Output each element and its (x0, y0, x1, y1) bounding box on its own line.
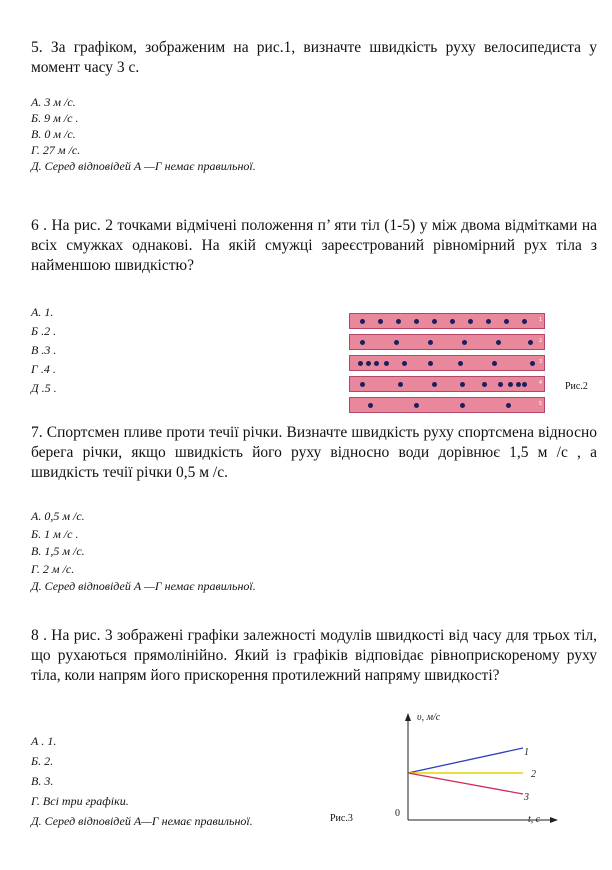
option-e[interactable]: Д. Серед відповідей А —Г немає правильної. (31, 579, 256, 593)
dot (468, 319, 473, 324)
dot (460, 382, 465, 387)
question-8-text: 8 . На рис. 3 зображені графіки залежності модулів швидкості від часу для трьох тіл, що рухаються прямолінійно. Який із графіків відповідає рівноприскореному руху тіла, коли напрям його прискорення протилежний напряму швидкості? (31, 627, 597, 684)
dot (402, 361, 407, 366)
option-d[interactable]: Г. 2 м /с. (31, 561, 75, 576)
option-e[interactable]: Д. Серед відповідей А—Г немає правильної. (31, 814, 253, 828)
option-a[interactable]: А . 1. (31, 734, 57, 748)
dot (516, 382, 521, 387)
dot (460, 403, 465, 408)
figure-3-graph (385, 708, 560, 836)
dot (522, 382, 527, 387)
dot (384, 361, 389, 366)
option-d[interactable]: Г .4 . (31, 362, 56, 376)
question-5-text: 5. За графіком, зображеним на рис.1, визначте швидкість руху велосипедиста у момент часу 3 с. (31, 39, 597, 76)
figure-3-caption: Рис.3 (330, 813, 353, 824)
option-d[interactable]: Г. Всі три графіки. (31, 794, 129, 808)
option-b[interactable]: Б. 2. (31, 754, 54, 768)
dot (498, 382, 503, 387)
strip-number: 2 (538, 338, 542, 344)
line-1-label: 1 (524, 747, 529, 758)
figure-2-caption: Рис.2 (565, 381, 588, 392)
dot (428, 361, 433, 366)
y-axis-arrow-icon (405, 713, 411, 721)
question-5-options (31, 94, 256, 174)
x-axis-label: t, с (528, 814, 541, 825)
question-7-options (31, 508, 256, 596)
option-c[interactable]: В. 3. (31, 774, 54, 788)
dot (360, 382, 365, 387)
line-3-label: 3 (524, 792, 529, 803)
option-e[interactable]: Д .5 . (31, 381, 57, 395)
dot (528, 340, 533, 345)
strip-1 (349, 313, 545, 329)
dot (508, 382, 513, 387)
dot (398, 382, 403, 387)
option-c[interactable]: В. 0 м /с. (31, 127, 76, 141)
strip-number: 3 (538, 359, 542, 365)
dot (462, 340, 467, 345)
dot (432, 382, 437, 387)
strip-2 (349, 334, 545, 350)
question-6-text: 6 . На рис. 2 точками відмічені положення п’ яти тіл (1-5) у між двома відмітками на всіх смужках однакові. На якій смужці зареєстрований рівномірний рух тіла з найменшою швидкістю? (31, 217, 597, 274)
dot (374, 361, 379, 366)
option-c[interactable]: В .3 . (31, 343, 57, 357)
strip-3 (349, 355, 545, 371)
dot (360, 319, 365, 324)
dot (482, 382, 487, 387)
dot (378, 319, 383, 324)
strip-5 (349, 397, 545, 413)
dot (522, 319, 527, 324)
strip-4 (349, 376, 545, 392)
option-e[interactable]: Д. Серед відповідей А —Г немає правильної. (31, 159, 256, 173)
graph-line-3 (408, 773, 523, 794)
y-axis-label: υ, м/с (417, 712, 441, 723)
dot (368, 403, 373, 408)
dot (492, 361, 497, 366)
option-d[interactable]: Г. 27 м /с. (31, 143, 81, 157)
dot (366, 361, 371, 366)
dot (414, 403, 419, 408)
question-8-options (31, 731, 253, 831)
dot (496, 340, 501, 345)
option-b[interactable]: Б. 1 м /с . (31, 526, 79, 541)
strip-number: 5 (538, 401, 542, 407)
origin-label: 0 (395, 808, 400, 819)
graph-line-1 (408, 748, 523, 773)
dot (432, 319, 437, 324)
dot (414, 319, 419, 324)
dot (504, 319, 509, 324)
dot (428, 340, 433, 345)
option-b[interactable]: Б. 9 м /с . (31, 111, 79, 125)
dot (360, 340, 365, 345)
strip-number: 1 (538, 317, 542, 323)
dot (396, 319, 401, 324)
option-a[interactable]: А. 0,5 м /с. (31, 509, 85, 523)
line-2-label: 2 (531, 769, 536, 780)
option-a[interactable]: А. 3 м /с. (31, 95, 76, 109)
dot (530, 361, 535, 366)
option-b[interactable]: Б .2 . (31, 324, 57, 338)
option-c[interactable]: В. 1,5 м /с. (31, 544, 85, 558)
strip-number: 4 (538, 380, 542, 386)
dot (506, 403, 511, 408)
question-7-text: 7. Спортсмен пливе проти течії річки. Визначте швидкість руху спортсмена відносно берега річки, якщо швидкість його руху відносно води дорівнює 1,5 м /с , а швидкість течії річки 0,5 м /с. (31, 424, 597, 481)
option-a[interactable]: А. 1. (31, 305, 54, 319)
dot (458, 361, 463, 366)
dot (486, 319, 491, 324)
dot (358, 361, 363, 366)
dot (450, 319, 455, 324)
question-6-options (31, 303, 57, 398)
x-axis-arrow-icon (550, 817, 558, 823)
dot (394, 340, 399, 345)
